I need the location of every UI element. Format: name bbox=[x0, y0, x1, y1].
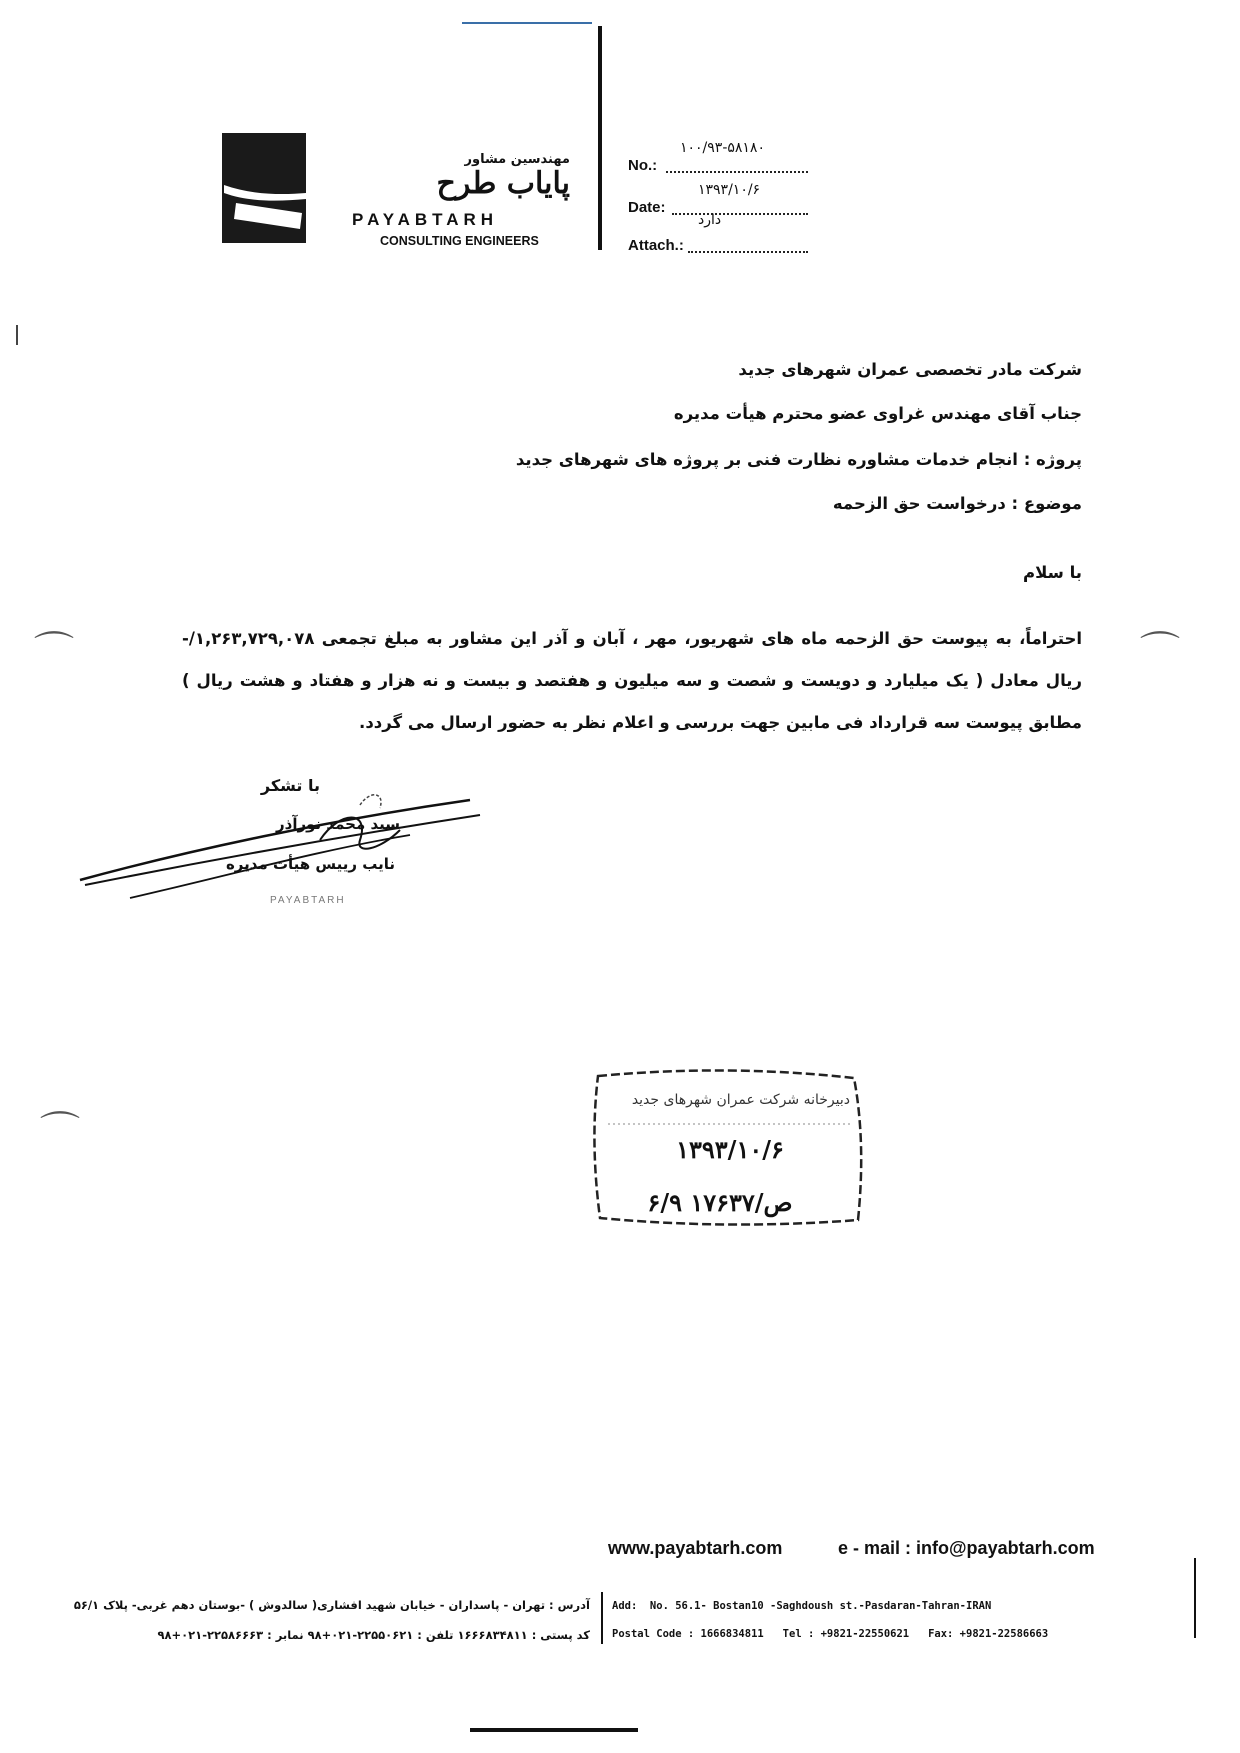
project-line: پروژه : انجام خدمات مشاوره نظارت فنی بر پروژه های شهرهای جدید bbox=[515, 450, 1082, 469]
footer-website-link[interactable]: www.payabtarh.com bbox=[608, 1538, 783, 1558]
stamp-date: ۱۳۹۳/۱۰/۶ bbox=[676, 1135, 784, 1164]
logo-persian-name: پایاب طرح bbox=[436, 166, 570, 201]
subject-line: موضوع : درخواست حق الزحمه bbox=[832, 494, 1082, 513]
footer-email-link[interactable]: e - mail : info@payabtarh.com bbox=[838, 1538, 1095, 1558]
scan-edge-mark-left-lower: ⌒ bbox=[40, 1109, 80, 1155]
handwritten-signature-icon bbox=[70, 780, 490, 930]
signer-title: نایب رییس هیأت مدیره bbox=[225, 855, 395, 873]
letter-number-label: No.: bbox=[628, 157, 658, 174]
closing-phrase: با تشکر bbox=[260, 776, 320, 795]
logo-english-subtitle: CONSULTING ENGINEERS bbox=[380, 234, 539, 248]
footer-english-address: Add: No. 56.1- Bostan10 -Saghdoush st.-Pasdaran-Tahran-IRAN bbox=[612, 1600, 992, 1612]
stamp-header-text: دبیرخانه شرکت عمران شهرهای جدید bbox=[631, 1092, 850, 1108]
letter-number-row bbox=[628, 140, 808, 176]
signer-name: سید محمد نورآذر bbox=[276, 815, 400, 833]
letter-attachment-label: Attach.: bbox=[628, 237, 684, 254]
top-rule bbox=[462, 22, 592, 24]
letter-date-dotted-line bbox=[672, 213, 808, 215]
letter-date-label: Date: bbox=[628, 199, 666, 216]
letter-number-dotted-line bbox=[666, 171, 808, 173]
footer-right-rule bbox=[1194, 1558, 1196, 1638]
scan-edge-mark-left: ⌒ bbox=[34, 629, 74, 675]
scan-edge-tick bbox=[16, 325, 18, 345]
footer-english-contact: Postal Code : 1666834811 Tel : +9821-22550621 Fax: +9821-22586663 bbox=[612, 1628, 1049, 1640]
letter-attachment-dotted-line bbox=[688, 251, 808, 253]
scan-edge-mark-right: ⌒ bbox=[1140, 629, 1180, 675]
greeting: با سلام bbox=[1023, 563, 1082, 582]
footer-divider bbox=[601, 1592, 603, 1644]
logo-english-name: PAYABTARH bbox=[352, 210, 499, 229]
header-divider bbox=[598, 26, 602, 250]
letter-date-value: ۱۳۹۳/۱۰/۶ bbox=[698, 182, 761, 198]
bottom-rule bbox=[470, 1728, 638, 1732]
logo-persian-subtitle: مهندسین مشاور bbox=[464, 152, 570, 167]
letter-attachment-value: دارد bbox=[698, 212, 722, 228]
company-seal-faded: PAYABTARH bbox=[270, 895, 346, 906]
letter-attachment-row bbox=[628, 212, 808, 256]
stamp-registration-number: ۶/۹ ص/۱۷۶۳۷ bbox=[647, 1188, 793, 1217]
letter-body-paragraph: احتراماً، به پیوست حق الزحمه ماه های شهریور، مهر ، آبان و آذر این مشاور به مبلغ تجمعی ۱,۲۶۳,۷۲۹,۰۷۸/- ریال معادل ( یک میلیارد و دویست و شصت و سه میلیون و هفتصد و بیست و نه هزار و هفتاد و هشت ریال ) مطابق پیوست سه قرارداد فی مابین جهت بررسی و اعلام نظر به حضور ارسال می گردد. bbox=[182, 629, 1082, 732]
footer-persian-contact: کد پستی : ۱۶۶۶۸۳۴۸۱۱ تلفن : ۲۲۵۵۰۶۲۱-۰۲۱+۹۸ نمابر : ۲۲۵۸۶۶۶۳-۰۲۱+۹۸ bbox=[157, 1628, 590, 1642]
footer-persian-address: آدرس : تهران - پاسداران - خیابان شهید افشاری( سالدوش ) -بوستان دهم غربی- پلاک ۵۶/۱ bbox=[73, 1598, 590, 1612]
recipient-organization: شرکت مادر تخصصی عمران شهرهای جدید bbox=[738, 360, 1082, 379]
payabtarh-logo-icon bbox=[222, 133, 306, 243]
recipient-name: جناب آقای مهندس غراوی عضو محترم هیأت مدیره bbox=[673, 404, 1082, 423]
letter-number-value: ۱۰۰/۹۳-۵۸۱۸۰ bbox=[680, 140, 765, 156]
